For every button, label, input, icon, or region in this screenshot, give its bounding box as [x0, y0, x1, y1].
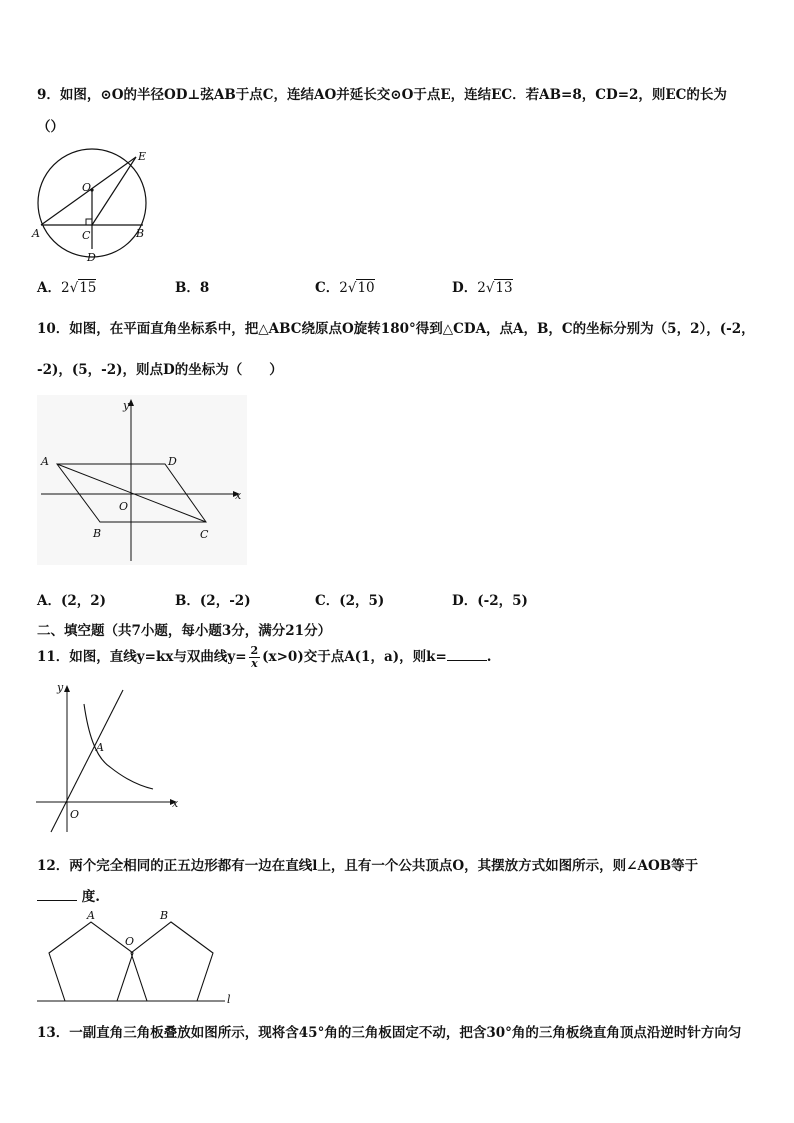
q9-stem-line2: （）	[37, 119, 64, 135]
label-a: A	[96, 741, 104, 754]
q10-option-b[interactable]: B．(2，-2)	[175, 593, 251, 609]
label-o: O	[119, 500, 129, 513]
label-y: y	[123, 399, 130, 412]
label-b: B	[93, 527, 102, 540]
fraction-2-over-x: $\frac{2}{x}$	[250, 644, 259, 670]
label-l: l	[227, 993, 231, 1005]
q9-circle-figure	[30, 145, 160, 265]
label-d: D	[87, 251, 96, 264]
line-y-kx	[51, 690, 123, 832]
q11-stem: 11．如图，直线y=kx与双曲线y= $\frac{2}{x}$ (x>0)交于点A(1，a)，则k= .	[37, 644, 492, 670]
label-a: A	[32, 227, 40, 240]
q10-option-c[interactable]: C．(2，5)	[315, 593, 385, 609]
line-ec	[92, 157, 136, 225]
q13-stem-line1: 13．一副直角三角板叠放如图所示，现将含45°角的三角板固定不动，把含30°角的三角板绕直角顶点沿逆时针方向匀	[37, 1025, 742, 1041]
q9-option-d[interactable]: D．2√13	[452, 280, 513, 296]
label-o: O	[82, 181, 92, 194]
section-fill-in-heading: 二、填空题（共7小题，每小题3分，满分21分）	[37, 623, 332, 639]
label-x: x	[172, 797, 179, 810]
q9-option-b[interactable]: B．8	[175, 280, 210, 296]
q9-option-c[interactable]: C．2√10	[315, 280, 375, 296]
label-e: E	[138, 150, 147, 163]
label-c: C	[200, 528, 209, 541]
q10-stem-line2: -2)，(5，-2)，则点D的坐标为（ ）	[37, 362, 283, 378]
label-o: O	[125, 935, 135, 948]
q10-stem-line1: 10．如图，在平面直角坐标系中，把△ABC绕原点O旋转180°得到△CDA，点A，B，C的坐标分别为（5，2），(-2，	[37, 321, 755, 337]
label-c: C	[82, 229, 91, 242]
q10-coordinate-figure	[37, 395, 247, 565]
hyperbola-curve	[84, 704, 153, 789]
q9-stem-line1: 9．如图，⊙O的半径OD⊥弦AB于点C，连结AO并延长交⊙O于点E，连结EC．若AB=8，CD=2，则EC的长为	[37, 87, 727, 103]
label-a: A	[87, 909, 95, 922]
q12-stem-line1: 12．两个完全相同的正五边形都有一边在直线l上，且有一个公共顶点O，其摆放方式如图所示，则∠AOB等于	[37, 858, 699, 874]
label-o: O	[70, 808, 80, 821]
right-angle-mark	[86, 219, 92, 225]
q11-answer-blank[interactable]	[447, 648, 487, 661]
q12-pentagons-figure	[35, 905, 240, 1005]
q12-answer-blank[interactable]	[37, 888, 77, 901]
label-b: B	[160, 909, 169, 922]
q10-option-d[interactable]: D．(-2，5)	[452, 593, 528, 609]
label-y: y	[57, 682, 64, 694]
pentagon-left	[49, 922, 133, 1001]
q11-graph-figure	[30, 682, 190, 837]
label-x: x	[235, 489, 242, 502]
q12-stem-line2: 度.	[37, 885, 100, 905]
label-b: B	[136, 227, 145, 240]
label-a: A	[41, 455, 49, 468]
q10-option-a[interactable]: A．(2，2)	[37, 593, 107, 609]
label-d: D	[168, 455, 177, 468]
pentagon-right	[131, 922, 213, 1001]
q9-option-a[interactable]: A．2√15	[37, 280, 97, 296]
